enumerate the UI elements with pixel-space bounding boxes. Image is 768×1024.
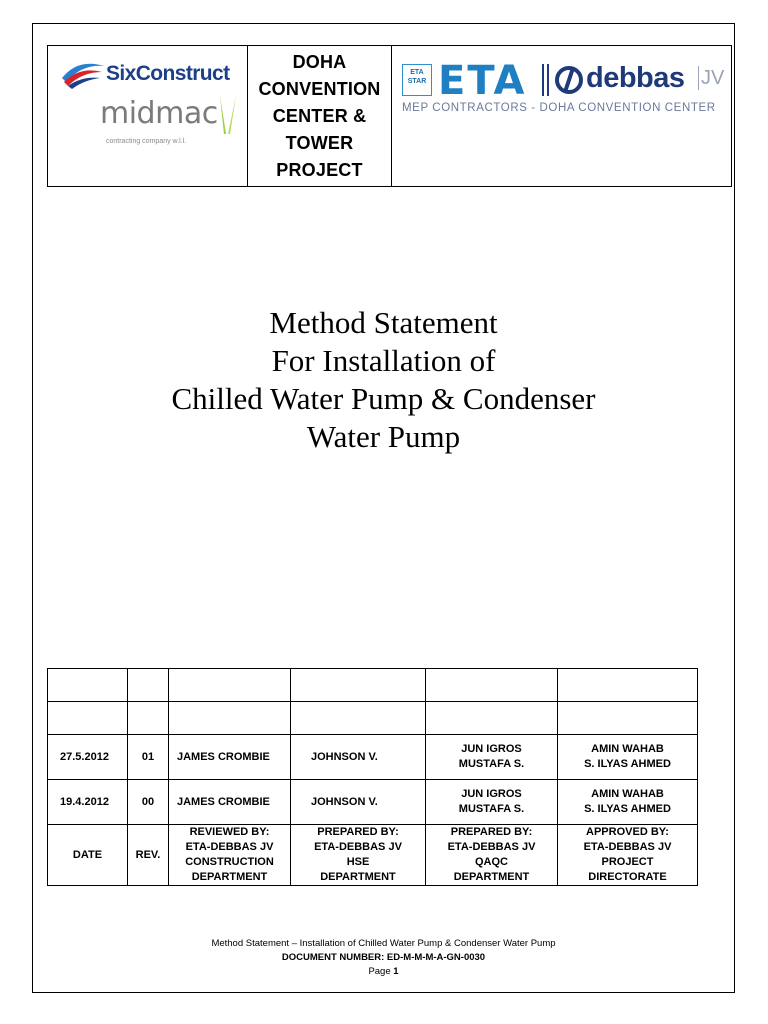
rev-cell: 01 bbox=[128, 735, 169, 780]
label-line: DEPARTMENT bbox=[320, 871, 396, 883]
label-line: DEPARTMENT bbox=[453, 871, 530, 883]
table-row-empty bbox=[48, 669, 698, 702]
midmac-subtitle: contracting company w.l.l. bbox=[106, 138, 187, 145]
reviewed-by-label bbox=[169, 825, 291, 886]
table-row bbox=[48, 735, 698, 780]
eta-star-logo: ETA STAR bbox=[402, 64, 432, 96]
document-header bbox=[47, 45, 732, 187]
debbas-circle-icon bbox=[555, 64, 583, 96]
date-label: DATE bbox=[48, 825, 128, 886]
label-line: HSE bbox=[346, 856, 370, 868]
label-line: PREPARED BY: bbox=[450, 826, 533, 838]
label-line: ETA-DEBBAS JV bbox=[185, 841, 274, 853]
mep-contractor-logos bbox=[392, 46, 731, 186]
title-line: Water Pump bbox=[306, 419, 461, 454]
jv-mark: JV bbox=[698, 66, 724, 90]
page-footer bbox=[32, 937, 735, 979]
document-number: DOCUMENT NUMBER: ED-M-M-M-A-GN-0030 bbox=[281, 952, 486, 963]
label-line: ETA-DEBBAS JV bbox=[583, 841, 672, 853]
table-row bbox=[48, 780, 698, 825]
table-row-empty bbox=[48, 702, 698, 735]
label-line: APPROVED BY: bbox=[586, 826, 669, 838]
label-line: DIRECTORATE bbox=[588, 871, 667, 883]
project-title-line: CONVENTION bbox=[258, 78, 381, 99]
approved-by-cell bbox=[558, 780, 698, 825]
debbas-wordmark: debbas bbox=[586, 62, 685, 94]
label-line: DEPARTMENT bbox=[191, 871, 268, 883]
prepared-qaqc-name: MUSTAFA S. bbox=[458, 803, 525, 815]
eta-debbas-logo bbox=[402, 58, 732, 132]
table-label-row bbox=[48, 825, 698, 886]
project-title-line: DOHA bbox=[292, 51, 347, 72]
approved-by-name: S. ILYAS AHMED bbox=[584, 758, 671, 770]
date-cell: 27.5.2012 bbox=[48, 735, 128, 780]
label-line: PROJECT bbox=[601, 856, 654, 868]
reviewed-by-cell: JAMES CROMBIE bbox=[169, 735, 291, 780]
prepared-hse-label bbox=[291, 825, 426, 886]
approved-by-name: AMIN WAHAB bbox=[591, 788, 664, 800]
label-line: PREPARED BY: bbox=[317, 826, 399, 838]
page-label: Page bbox=[368, 966, 394, 977]
project-title-line: TOWER bbox=[285, 132, 354, 153]
logo-separator bbox=[542, 64, 550, 96]
title-line: For Installation of bbox=[271, 343, 496, 378]
approval-table bbox=[47, 668, 698, 886]
label-line: REVIEWED BY: bbox=[189, 826, 270, 838]
project-title-line: CENTER & bbox=[272, 105, 367, 126]
project-title-line: PROJECT bbox=[276, 159, 363, 180]
reviewed-by-cell: JAMES CROMBIE bbox=[169, 780, 291, 825]
date-cell: 19.4.2012 bbox=[48, 780, 128, 825]
prepared-qaqc-name: MUSTAFA S. bbox=[458, 758, 525, 770]
prepared-qaqc-label bbox=[426, 825, 558, 886]
rev-cell: 00 bbox=[128, 780, 169, 825]
label-line: QAQC bbox=[475, 856, 508, 868]
footer-title: Method Statement – Installation of Chilled Water Pump & Condenser Water Pump bbox=[211, 938, 556, 949]
sixconstruct-wordmark: SixConstruct bbox=[106, 62, 230, 85]
approved-by-name: S. ILYAS AHMED bbox=[584, 803, 671, 815]
prepared-qaqc-name: JUN IGROS bbox=[461, 743, 522, 755]
prepared-hse-cell: JOHNSON V. bbox=[291, 735, 426, 780]
approved-by-name: AMIN WAHAB bbox=[591, 743, 664, 755]
midmac-wordmark: midmac bbox=[100, 96, 218, 131]
label-line: ETA-DEBBAS JV bbox=[447, 841, 536, 853]
title-line: Chilled Water Pump & Condenser bbox=[171, 381, 596, 416]
midmac-leaf-icon bbox=[216, 94, 240, 136]
page-indicator bbox=[32, 965, 735, 979]
approved-by-label bbox=[558, 825, 698, 886]
prepared-qaqc-cell bbox=[426, 780, 558, 825]
project-title-cell bbox=[248, 46, 392, 186]
midmac-logo bbox=[100, 94, 240, 154]
prepared-hse-cell: JOHNSON V. bbox=[291, 780, 426, 825]
document-title bbox=[32, 304, 735, 456]
title-line: Method Statement bbox=[269, 305, 498, 340]
rev-label: REV. bbox=[128, 825, 169, 886]
prepared-qaqc-cell bbox=[426, 735, 558, 780]
contractor-logos bbox=[48, 46, 248, 186]
project-title bbox=[258, 49, 380, 184]
sixconstruct-logo bbox=[60, 58, 235, 92]
approved-by-cell bbox=[558, 735, 698, 780]
page-number: 1 bbox=[393, 966, 399, 977]
label-line: CONSTRUCTION bbox=[185, 856, 274, 868]
mep-tagline: MEP CONTRACTORS - DOHA CONVENTION CENTER bbox=[402, 102, 716, 114]
eta-wordmark: ETA bbox=[438, 58, 527, 104]
prepared-qaqc-name: JUN IGROS bbox=[461, 788, 522, 800]
label-line: ETA-DEBBAS JV bbox=[314, 841, 402, 853]
sixconstruct-swoosh-icon bbox=[60, 60, 105, 90]
